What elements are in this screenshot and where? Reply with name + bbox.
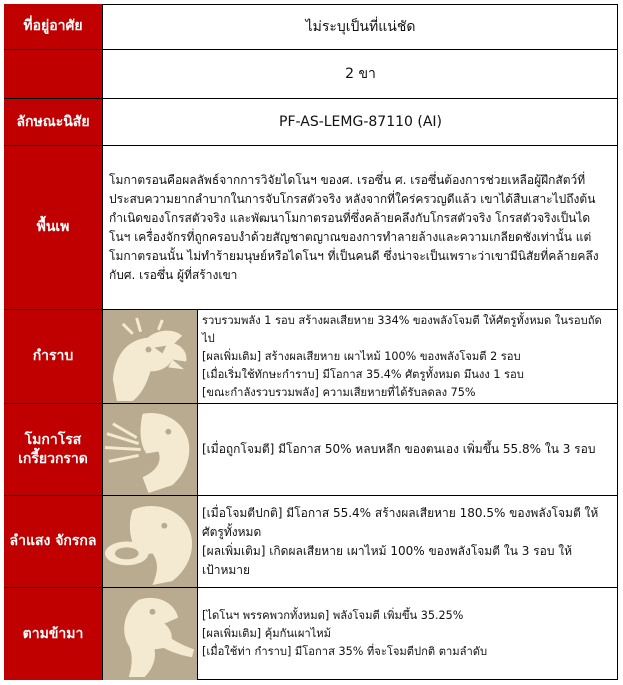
background-line: โนฯ เครื่องจักรที่ถูกครอบงำด้วยสัญชาตญาณของการทำลายล้างและความเกลียดชังเท่านั้น แต่ [109, 229, 592, 244]
skill-4-description [198, 587, 618, 680]
background-line: กับศ. เรอซึ่น ผู้ที่สร้างเขา [109, 267, 238, 282]
residence-value: ไม่ระบุเป็นที่แน่ชัด [305, 18, 416, 35]
skill-line: [เมื่อเริ่มใช้ทักษะกำราบ] มีโอกาส 35.4% ศัตรูทั้งหมด มึนงง 1 รอบ [202, 367, 524, 381]
background-line: โมกาตรอนนั้น ไม่ทำร้ายมนุษย์หรือไดโนฯ ที่เป็นคนดี ซึ่งน่าจะเป็นเพราะว่าเขามีนิสัยที่คล้ายคลึง [109, 248, 599, 263]
skill-line: [เมื่อโจมตีปกติ] มีโอกาส 55.4% สร้างผลเสียหาย 180.5% ของพลังโจมตี ให้ [202, 505, 599, 520]
breath-head-icon [103, 403, 198, 495]
skill-line: [ไดโนฯ พรรคพวกทั้งหมด] พลังโจมตี เพิ่มขึ้น 35.25% [202, 609, 464, 622]
trait-value: PF-AS-LEMG-87110 (AI) [103, 98, 618, 145]
skill-2-description [198, 403, 618, 495]
skill-line: รวบรวมพลัง 1 รอบ สร้างผลเสียหาย 334% ของพลังโจมตี ให้ศัตรูทั้งหมด ในรอบถัดไป [202, 313, 602, 345]
background-line: ประสบความยากลำบากในการจับโกรสตัวจริง หลังจากที่ใคร่ครวญดีแล้ว เขาได้สืบเสาะไปถึงต้น [109, 191, 596, 206]
skill-line: [ผลเพิ่มเติม] เกิดผลเสียหาย เผาไหม้ 100% ของพลังโจมตี ใน 3 รอบ ให้ [202, 543, 573, 558]
pointing-head-icon [103, 587, 198, 680]
skill-line: เป้าหมาย [202, 562, 251, 577]
roaring-head-icon [103, 309, 198, 403]
background-line: กำเนิดของโกรสตัวจริง และพัฒนาโมกาตรอนที่ซึ่งคล้ายคลึงกับโกรสตัวจริง โกรสตัวจริงเป็นได [109, 210, 591, 225]
skill-line: [ผลเพิ่มเติม] คุ้มกันเผาไหม้ [202, 627, 332, 640]
trait-label: ลักษณะนิสัย [4, 98, 103, 145]
legs-label [4, 49, 103, 98]
residence-label: ที่อยู่อาศัย [4, 4, 103, 49]
background-label: พื้นเพ [4, 145, 103, 309]
skill-line: [เมื่อใช้ท่า กำราบ] มีโอกาส 35% ที่จะโจมตีปกติ ตามลำดับ [202, 645, 488, 658]
skill-4-label: ตามข้ามา [4, 587, 103, 680]
skill-3-description [198, 495, 618, 587]
skill-line: ศัตรูทั้งหมด [202, 524, 262, 539]
skill-line: [ขณะกำลังรวบรวมพลัง] ความเสียหายที่ได้รับลดลง 75% [202, 385, 476, 399]
skill-3-label: ลำแสง จักรกล [4, 495, 103, 587]
background-description [103, 145, 618, 309]
legs-value: 2 ขา [103, 49, 618, 98]
background-line: โมกาตรอนคือผลลัพธ์จากการวิจัยไดโนฯ ของศ. เรอซึ่น ศ. เรอซึ่นต้องการช่วยเหลือผู้ฝึกสัตว์ที่ [109, 172, 586, 187]
skill-line: [ผลเพิ่มเติม] สร้างผลเสียหาย เผาไหม้ 100% ของพลังโจมตี 2 รอบ [202, 349, 521, 363]
skill-2-label: โมกาโรส เกรี้ยวกราด [4, 403, 103, 495]
skill-1-description [198, 309, 618, 403]
skill-line: [เมื่อถูกโจมตี] มีโอกาส 50% หลบหลีก ของตนเอง เพิ่มขึ้น 55.8% ใน 3 รอบ [202, 442, 596, 456]
skill-1-label: กำราบ [4, 309, 103, 403]
beam-head-icon [103, 495, 198, 587]
